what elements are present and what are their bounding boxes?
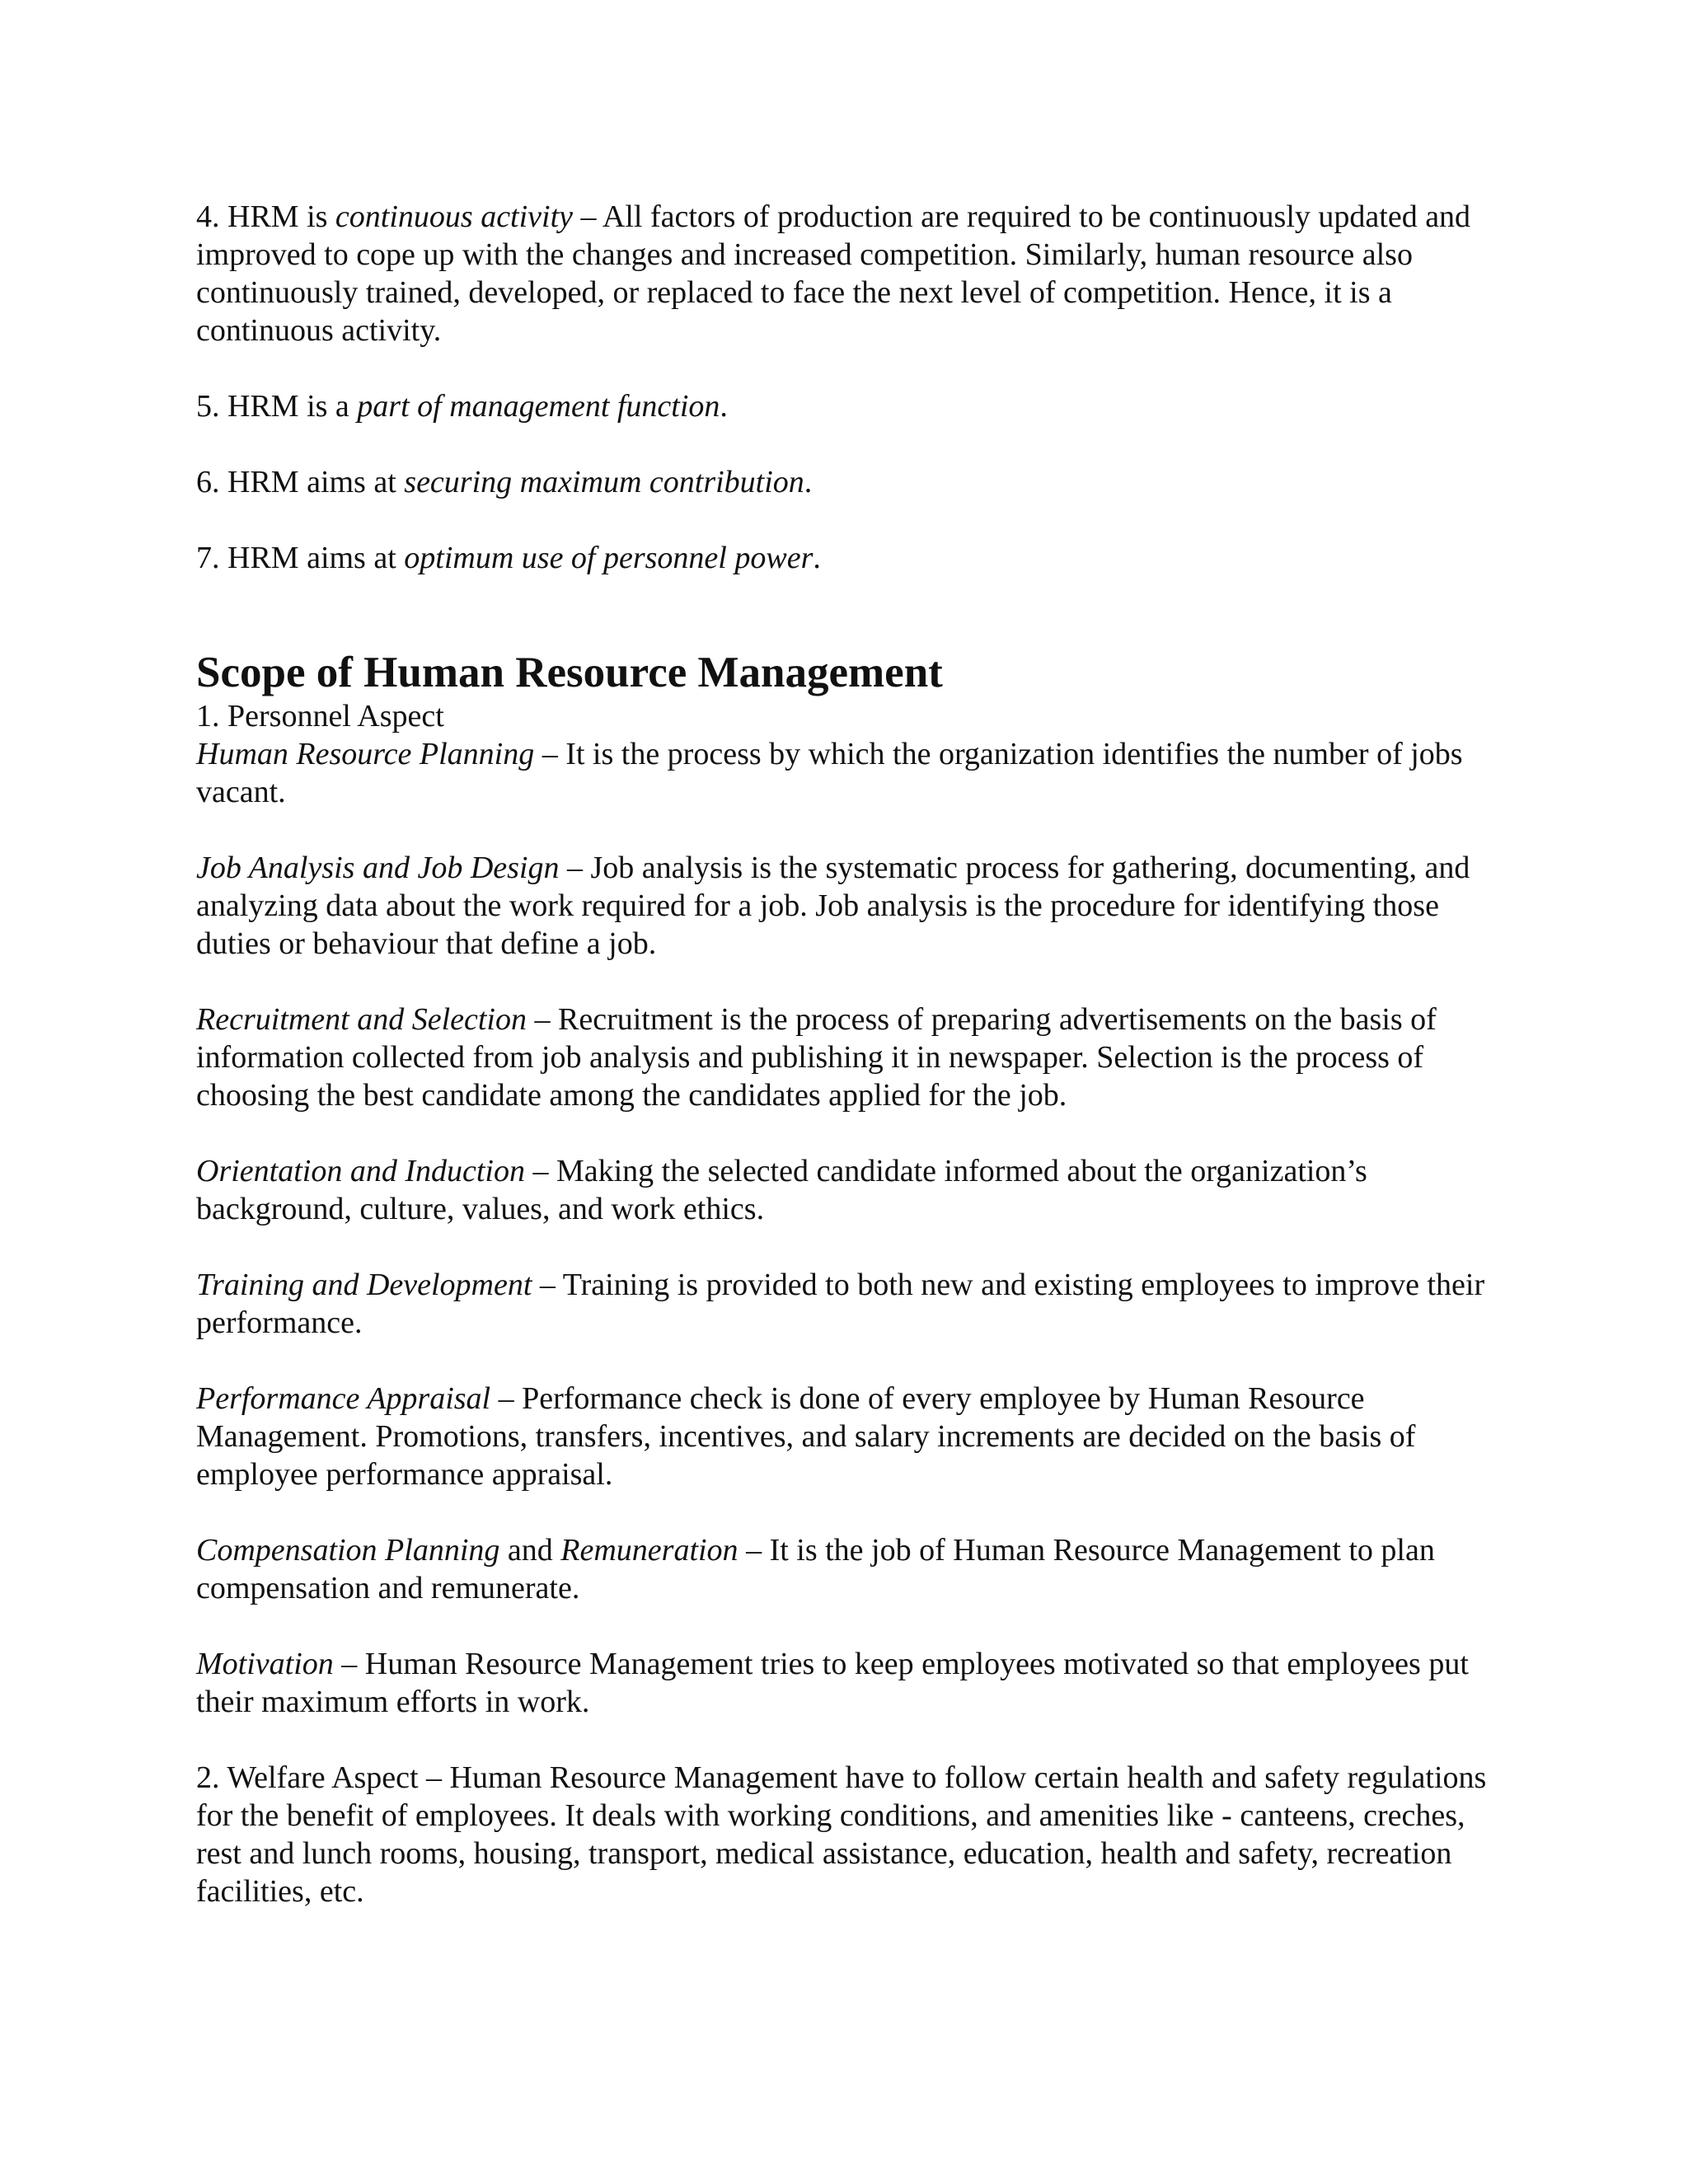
scope-item-hr-planning: Human Resource Planning – It is the process by which the organization identifies the number of jobs vacant. [196, 737, 1463, 809]
intro-item-continuous-activity: 4. HRM is continuous activity – All factors of production are required to be continuously updated and improved to cope up with the changes and increased competition. Similarly, human resource also continuously trained, developed, or replaced to face the next level of competition. Hence, it is a continuous activity. [196, 199, 1471, 348]
scope-item-training: Training and Development – Training is provided to both new and existing employees to improve their performance. [196, 1268, 1485, 1340]
intro-item-personnel-power: 7. HRM aims at optimum use of personnel power. [196, 541, 821, 575]
intro-item-management-function: 5. HRM is a part of management function. [196, 389, 728, 424]
scope-item-motivation: Motivation – Human Resource Management tries to keep employees motivated so that employees put their maximum efforts in work. [196, 1647, 1469, 1719]
scope-item-orientation: Orientation and Induction – Making the selected candidate informed about the organization’s background, culture, values, and work ethics. [196, 1154, 1367, 1226]
section-heading: Scope of Human Resource Management [196, 649, 943, 696]
intro-item-maximum-contribution: 6. HRM aims at securing maximum contribution. [196, 465, 813, 499]
scope-item-recruitment: Recruitment and Selection – Recruitment is the process of preparing advertisements on the basis of information collected from job analysis and publishing it in newspaper. Selection is the process of choosing the best candidate among the candidates applied for the job. [196, 1002, 1437, 1113]
scope-item-compensation: Compensation Planning and Remuneration – It is the job of Human Resource Management to plan compensation and remunerate. [196, 1533, 1435, 1605]
scope-item-performance-appraisal: Performance Appraisal – Performance check is done of every employee by Human Resource Management. Promotions, transfers, incentives, and salary increments are decided on the basis of employee performance appraisal. [196, 1381, 1416, 1492]
section-subheading: 1. Personnel Aspect [196, 699, 444, 733]
scope-item-welfare-aspect: 2. Welfare Aspect – Human Resource Management have to follow certain health and safety regulations for the benefit of employees. It deals with working conditions, and amenities like - canteens, creches, rest and lunch rooms, housing, transport, medical assistance, education, health and safety, recreation facilities, etc. [196, 1760, 1487, 1909]
scope-item-job-analysis: Job Analysis and Job Design – Job analysis is the systematic process for gathering, documenting, and analyzing data about the work required for a job. Job analysis is the procedure for identifying those duties or behaviour that define a job. [196, 851, 1470, 961]
document-page [196, 198, 1498, 1948]
